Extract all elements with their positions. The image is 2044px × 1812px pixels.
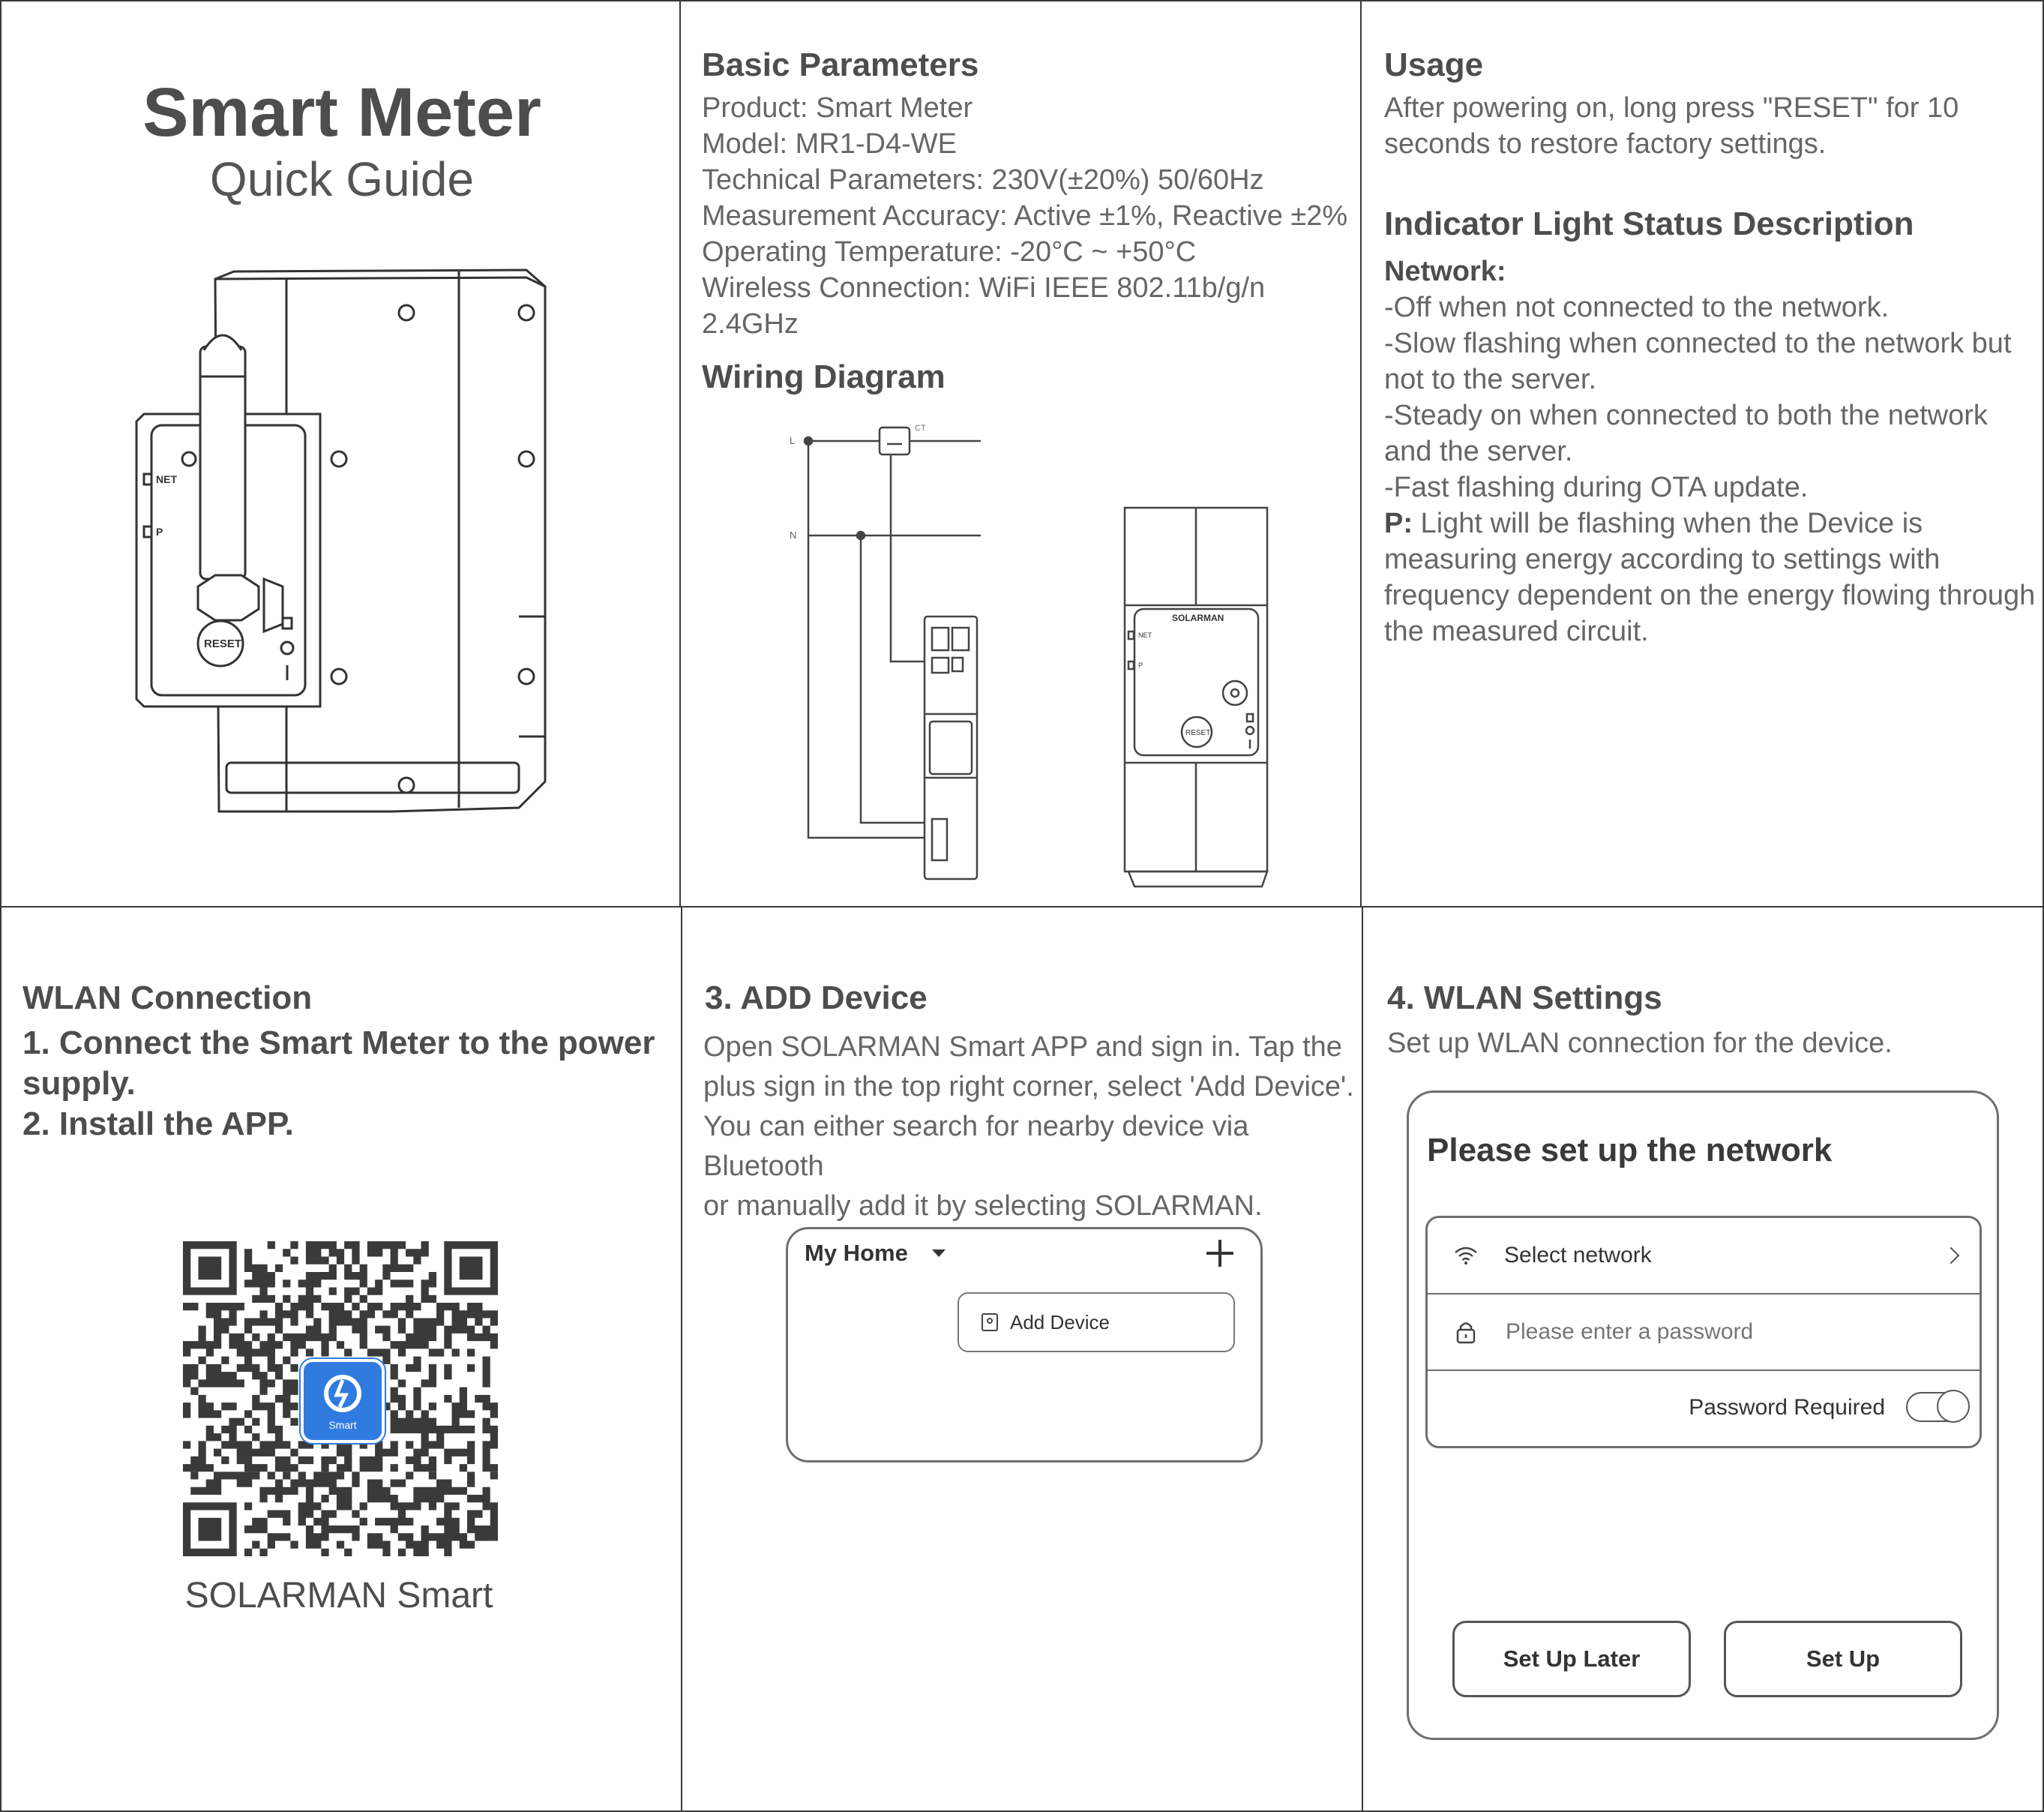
wlan-step: 1. Connect the Smart Meter to the power bbox=[22, 1024, 655, 1061]
usage-panel bbox=[1360, 0, 2044, 908]
smart-meter-illustration bbox=[1, 256, 681, 902]
app-name: SOLARMAN Smart bbox=[184, 1576, 493, 1616]
network-line: -Slow flashing when connected to the network but bbox=[1384, 328, 2012, 359]
usage-heading: Usage bbox=[1384, 46, 1484, 83]
network-line: -Steady on when connected to both the network bbox=[1384, 400, 1988, 431]
wiring-diagram bbox=[681, 406, 1362, 902]
wlan-step: supply. bbox=[22, 1065, 136, 1102]
param-line: Operating Temperature: -20°C ~ +50°C bbox=[702, 236, 1197, 268]
app-icon bbox=[301, 1359, 385, 1443]
wlan-settings-heading: 4. WLAN Settings bbox=[1387, 980, 1662, 1016]
wlan-heading: WLAN Connection bbox=[22, 980, 313, 1016]
add-device-menu-item[interactable] bbox=[958, 1292, 1235, 1352]
password-row bbox=[1428, 1294, 1980, 1371]
parameters-panel bbox=[679, 0, 1362, 908]
add-device-heading: 3. ADD Device bbox=[705, 980, 928, 1016]
param-line: Technical Parameters: 230V(±20%) 50/60Hz bbox=[702, 164, 1264, 196]
wiring-n-label: N bbox=[790, 530, 797, 541]
home-label: My Home bbox=[805, 1240, 908, 1266]
add-device-panel bbox=[681, 906, 1363, 1812]
network-label: Network: bbox=[1384, 256, 1506, 287]
solarman-logo-icon bbox=[304, 1362, 382, 1422]
home-screen-card bbox=[786, 1227, 1263, 1462]
usage-line: After powering on, long press "RESET" for 10 bbox=[1384, 92, 1959, 124]
wiring-l-label: L bbox=[790, 435, 796, 446]
network-form bbox=[1425, 1216, 1982, 1448]
add-device-line: plus sign in the top right corner, select 'Add Device'. bbox=[703, 1071, 1354, 1102]
wlan-settings-panel bbox=[1362, 906, 2044, 1812]
params-heading: Basic Parameters bbox=[702, 46, 979, 83]
p-label: P: bbox=[1384, 508, 1413, 539]
param-line: Wireless Connection: WiFi IEEE 802.11b/g/n 2.4GHz bbox=[702, 272, 1266, 340]
param-line: Model: MR1-D4-WE bbox=[702, 128, 957, 160]
cover-panel bbox=[0, 0, 681, 908]
wiring-reset-label: RESET bbox=[1185, 729, 1211, 737]
add-device-menu-label: Add Device bbox=[1010, 1310, 1110, 1334]
card-title: Please set up the network bbox=[1427, 1132, 1833, 1168]
param-line: Product: Smart Meter bbox=[702, 92, 973, 124]
indicator-text bbox=[1384, 254, 2035, 650]
network-line: and the server. bbox=[1384, 436, 1573, 467]
chevron-right-icon bbox=[1943, 1247, 1960, 1264]
param-line: Measurement Accuracy: Active ±1%, Reactive ±2% bbox=[702, 200, 1348, 232]
usage-text bbox=[1384, 90, 1959, 162]
set-up-later-button[interactable]: Set Up Later bbox=[1452, 1621, 1691, 1697]
lock-icon bbox=[1453, 1319, 1479, 1345]
caret-down-icon bbox=[932, 1250, 946, 1257]
network-line: not to the server. bbox=[1384, 364, 1597, 395]
wlan-steps bbox=[22, 1023, 655, 1144]
password-input[interactable] bbox=[1504, 1318, 1927, 1346]
app-icon-label: Smart bbox=[328, 1419, 357, 1431]
p-line: the measured circuit. bbox=[1384, 616, 1649, 647]
add-device-line: or manually add it by selecting SOLARMAN. bbox=[703, 1190, 1263, 1222]
wifi-icon bbox=[1453, 1244, 1479, 1267]
p-line: measuring energy according to settings with bbox=[1384, 544, 1941, 575]
network-line: -Off when not connected to the network. bbox=[1384, 292, 1890, 323]
usage-line: seconds to restore factory settings. bbox=[1384, 128, 1827, 160]
select-network-label: Select network bbox=[1504, 1243, 1652, 1268]
add-device-icon bbox=[982, 1313, 998, 1331]
wiring-brand-label: SOLARMAN bbox=[1172, 613, 1224, 623]
p-line: Light will be flashing when the Device is bbox=[1413, 508, 1923, 539]
add-device-line: Open SOLARMAN Smart APP and sign in. Tap the bbox=[703, 1031, 1342, 1063]
device-net-label: NET bbox=[156, 473, 177, 485]
indicator-heading: Indicator Light Status Description bbox=[1384, 206, 1914, 242]
wiring-p-label: P bbox=[1138, 662, 1143, 669]
wlan-step: 2. Install the APP. bbox=[22, 1106, 294, 1142]
wlan-panel bbox=[0, 906, 682, 1812]
device-p-label: P bbox=[156, 526, 163, 538]
network-line: -Fast flashing during OTA update. bbox=[1384, 472, 1809, 503]
device-reset-label: RESET bbox=[204, 638, 242, 650]
password-required-toggle[interactable] bbox=[1906, 1392, 1969, 1422]
password-required-label: Password Required bbox=[1689, 1395, 1885, 1420]
select-network-row[interactable] bbox=[1428, 1218, 1980, 1294]
wiring-ct-label: CT bbox=[915, 424, 926, 433]
wiring-net-label: NET bbox=[1138, 632, 1152, 639]
add-device-line: You can either search for nearby device via Bluetooth bbox=[703, 1111, 1249, 1182]
password-required-row bbox=[1428, 1371, 1980, 1446]
toggle-knob bbox=[1937, 1390, 1970, 1423]
network-setup-card bbox=[1407, 1090, 1999, 1740]
params-list bbox=[702, 90, 1360, 342]
wlan-settings-intro: Set up WLAN connection for the device. bbox=[1387, 1028, 1893, 1059]
home-selector[interactable] bbox=[805, 1240, 946, 1267]
set-up-button[interactable]: Set Up bbox=[1724, 1621, 1962, 1697]
wiring-heading: Wiring Diagram bbox=[702, 358, 946, 395]
plus-icon[interactable] bbox=[1206, 1240, 1233, 1267]
cover-title: Smart Meter bbox=[142, 74, 541, 151]
add-device-text bbox=[703, 1028, 1362, 1226]
cover-subtitle: Quick Guide bbox=[209, 152, 475, 206]
p-line: frequency dependent on the energy flowing through bbox=[1384, 580, 2036, 611]
